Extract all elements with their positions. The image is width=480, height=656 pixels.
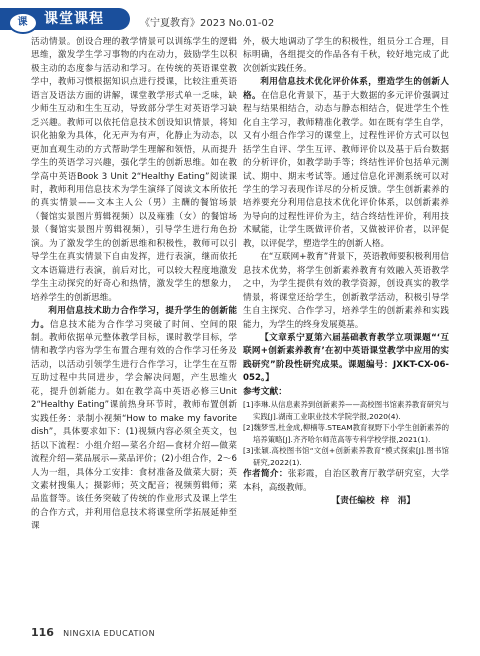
right-column xyxy=(243,36,449,509)
section-label: 课堂课程 xyxy=(44,11,104,27)
paragraph: 活动情景。创设合理的教学情景可以训练学生的逻辑思维，激发学生学习事物的内在动力，鼓励学生以积极主动的态度参与活动和学习。在传统的英语课堂教学中，教师习惯根据知识点进行授课，比较注重英语语言及语法方面的讲解，课堂教学形式单一乏味，缺少师生互动和生生互动，导致部分学生对英语学习缺乏兴趣。教师可以依托信息技术创设知识情景，将知识化抽象为具体，化无声为有声，化静止为动态，以更加直观生动的方式帮助学生理解和领悟，从而提升学生的英语学习兴趣，强化学生的创新思维。如在教学高中英语Book 3 Unit 2“Healthy Eating”阅读课时，教师利用信息技术为学生演绎了阅读文本所依托的真实情景——文本主人公（男）主酬的餐馆场景（餐馆实景图片剪辑视频）以及雍雅（女）的餐馆场景（餐馆实景图片剪辑视频），引导学生进行角色扮演。为了激发学生的创新思维和积极性，教师可以引导学生在真实情景下自由发挥，进行表演，继而依托文本语篇进行表演，前后对比，可以较大程度地激发学生主动探究的好奇心和热情，激发学生的想象力，培养学生的创新思维。 xyxy=(31,37,237,303)
page-header xyxy=(0,0,480,34)
author-label: 作者简介： xyxy=(243,469,288,480)
paragraph-lead: 利用信息技术助力合作学习，提升学生的创新能力。 xyxy=(31,306,237,330)
project-note: 【文章系宁夏第六届基础教育教学立项课题“‘互联网+创新素养教育’在初中英语课堂教学中应用的实践研究”阶段性研究成果。课题编号：JXKT-CX-06-052。】 xyxy=(243,332,449,384)
section-badge xyxy=(0,8,130,30)
reference-item: [2]魏梦雪,杜金成,柳楠等.STEAM教育视野下小学生创新素养的培养策略[J].齐齐哈尔师范高等专科学校学报,2021(1). xyxy=(243,423,449,444)
paragraph: 外，极大地调动了学生的积极性，组员分工合理，目标明确，各组提交的作品各有千秋，较好地完成了此次创新实践任务。 xyxy=(243,37,449,74)
references-title: 参考文献： xyxy=(243,386,287,397)
left-column xyxy=(31,36,237,534)
column-logo-icon: 课 xyxy=(8,12,38,34)
editor-label: 【责任编校 xyxy=(331,496,375,507)
page-number: 116 xyxy=(31,626,54,639)
paragraph-lead: 利用信息技术优化评价体系，塑造学生的创新人格。 xyxy=(243,77,449,101)
author-bio: 作者简介：张彩霞，自治区教育厅教学研究室，大学本科，高级教师。 xyxy=(243,469,449,493)
editor-credit xyxy=(243,495,449,508)
paragraph: 利用信息技术助力合作学习，提升学生的创新能力。信息技术能为合作学习突破了时间、空间的限制。教师依据单元整体教学目标，课时教学目标，学情和教学内容为学生布置合理有效的合作学习任务及活动，以活动引领学生进行合作学习，让学生在互帮互助过程中共同进步，学会解决问题，产生思维火花，提升创新能力。如在教学高中英语必修三Unit 2“Healthy Eating”课前热身环节时，教师布置创新实践任务：录制小视频“How to make my favorite dish”，具体要求如下：(1)视频内容必须全英文，包括以下流程：小组介绍—菜名介绍—食材介绍—做菜流程介绍—菜品展示—菜品评价；(2)小组合作，2～6人为一组，具体分工安排：食材准备及做菜大厨；英文素材搜集人；摄影师；英文配音；视频剪辑师；菜品监督等。该任务突破了传统的作业形式及课上学生的合作方式，并利用信息技术将课堂所学拓展延伸至课 xyxy=(31,306,237,532)
paragraph: 在“互联网+教育”背景下，英语教师要积极利用信息技术优势，将学生创新素养教育有效融入英语教学之中，为学生提供有效的教学资源，创设真实的教学情景，将课堂还给学生，创新教学活动，积极引导学生自主探究、合作学习，培养学生的创新素养和实践能力，为学生的终身发展奠基。 xyxy=(243,252,449,330)
editor-name: 梓 涓】 xyxy=(380,496,415,507)
journal-issue-info: 《宁夏教育》2023 No.01-02 xyxy=(140,18,275,29)
page-footer xyxy=(31,626,155,639)
paragraph: 利用信息技术优化评价体系，塑造学生的创新人格。在信息化背景下，基于大数据的多元评价强调过程与结果相结合，动态与静态相结合，促进学生个性化自主学习，教师精准化教学。如在既有学生自学，又有小组合作学习的课堂上，过程性评价方式可以包括学生自评、学生互评、教师评价以及基于后台数据的分析评价，如教学助手等；终结性评价包括单元测试、期中、期末考试等。通过信息化评测系统可以对学生的学习表现作详尽的分析反馈。学生创新素养的培养要充分利用信息技术优化评价体系，以创新素养为导向的过程性评价为主，结合终结性评价，利用技术赋能，让学生既做评价者，又做被评价者，以评促教，以评促学，塑造学生的创新人格。 xyxy=(243,77,449,249)
reference-item: [3]张颖.高校图书馆“文创+创新素养教育”模式探索[J].图书馆研究,2022(1). xyxy=(243,446,449,467)
reference-item: [1]李琳.从信息素养到创新素养——高校图书馆素养教育研究与实践[J].湖南工业职业技术学院学报,2020(4). xyxy=(243,400,449,421)
journal-name: NINGXIA EDUCATION xyxy=(63,629,156,638)
